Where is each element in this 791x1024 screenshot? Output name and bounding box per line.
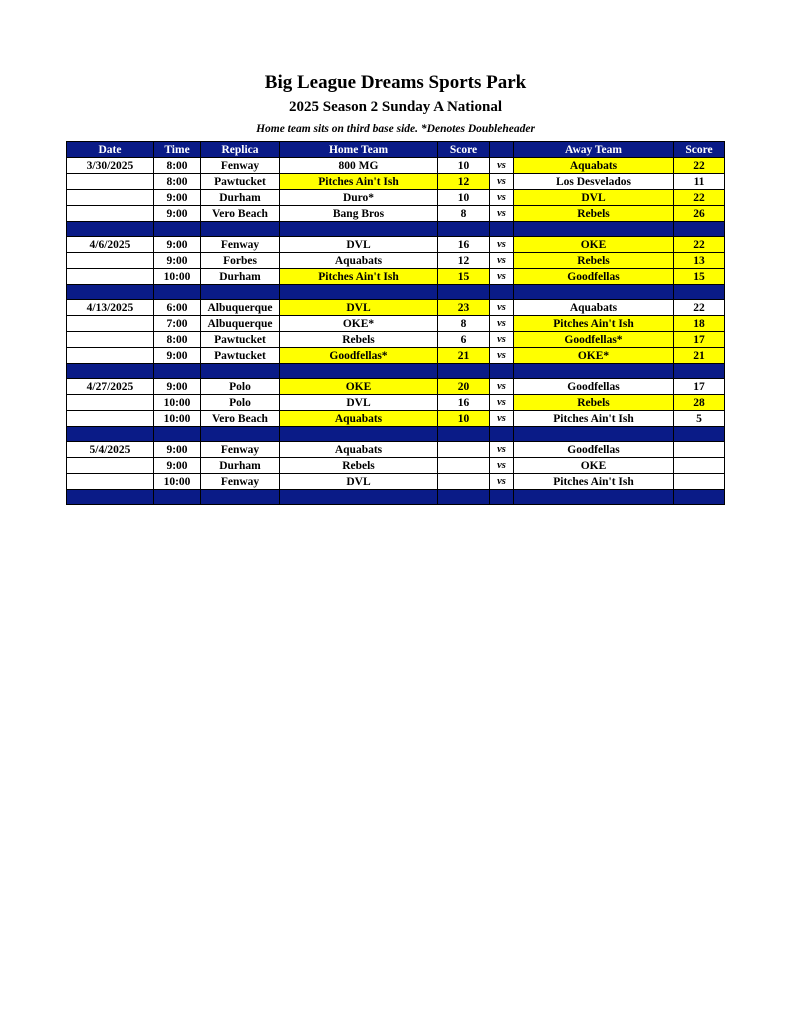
away-score-cell: 17 <box>674 379 725 395</box>
date-cell <box>67 411 154 427</box>
away-team-cell: Aquabats <box>514 300 674 316</box>
vs-cell: vs <box>490 158 514 174</box>
replica-cell: Albuquerque <box>201 300 280 316</box>
home-score-cell: 20 <box>438 379 490 395</box>
home-team-cell: OKE <box>280 379 438 395</box>
home-team-cell: OKE* <box>280 316 438 332</box>
time-cell: 10:00 <box>154 474 201 490</box>
week-separator <box>67 364 725 379</box>
separator-cell <box>154 222 201 237</box>
separator-cell <box>67 427 154 442</box>
schedule-note: Home team sits on third base side. *Denotes Doubleheader <box>256 123 535 135</box>
home-team-cell: DVL <box>280 395 438 411</box>
game-row <box>67 458 725 474</box>
home-score-cell: 12 <box>438 253 490 269</box>
time-cell: 7:00 <box>154 316 201 332</box>
game-row <box>67 348 725 364</box>
time-cell: 10:00 <box>154 269 201 285</box>
away-team-cell: Goodfellas <box>514 379 674 395</box>
home-team-cell: Aquabats <box>280 253 438 269</box>
away-team-cell: Los Desvelados <box>514 174 674 190</box>
separator-cell <box>674 364 725 379</box>
away-score-cell: 11 <box>674 174 725 190</box>
away-team-cell: OKE <box>514 237 674 253</box>
replica-cell: Albuquerque <box>201 316 280 332</box>
separator-cell <box>67 490 154 505</box>
separator-cell <box>280 222 438 237</box>
replica-cell: Durham <box>201 269 280 285</box>
vs-cell: vs <box>490 458 514 474</box>
separator-cell <box>438 222 490 237</box>
away-score-cell: 22 <box>674 190 725 206</box>
separator-cell <box>674 427 725 442</box>
game-row <box>67 474 725 490</box>
away-score-cell: 17 <box>674 332 725 348</box>
week-separator <box>67 490 725 505</box>
separator-cell <box>514 427 674 442</box>
separator-cell <box>514 364 674 379</box>
replica-cell: Polo <box>201 395 280 411</box>
replica-cell: Pawtucket <box>201 348 280 364</box>
time-cell: 9:00 <box>154 379 201 395</box>
home-team-cell: 800 MG <box>280 158 438 174</box>
time-cell: 9:00 <box>154 190 201 206</box>
date-cell <box>67 316 154 332</box>
week-separator <box>67 285 725 300</box>
date-cell: 3/30/2025 <box>67 158 154 174</box>
game-row <box>67 332 725 348</box>
replica-cell: Fenway <box>201 158 280 174</box>
home-score-cell: 10 <box>438 190 490 206</box>
home-score-cell: 10 <box>438 158 490 174</box>
game-row <box>67 158 725 174</box>
header-row <box>67 142 725 158</box>
away-team-cell: Goodfellas <box>514 442 674 458</box>
home-team-cell: Bang Bros <box>280 206 438 222</box>
home-team-cell: Aquabats <box>280 411 438 427</box>
away-team-cell: Rebels <box>514 395 674 411</box>
separator-cell <box>280 364 438 379</box>
away-team-cell: Pitches Ain't Ish <box>514 411 674 427</box>
vs-cell: vs <box>490 442 514 458</box>
home-score-cell: 10 <box>438 411 490 427</box>
separator-cell <box>201 490 280 505</box>
away-team-cell: Rebels <box>514 253 674 269</box>
vs-cell: vs <box>490 474 514 490</box>
game-row <box>67 395 725 411</box>
date-cell <box>67 206 154 222</box>
page-subtitle: 2025 Season 2 Sunday A National <box>289 99 502 115</box>
replica-cell: Polo <box>201 379 280 395</box>
home-score-cell <box>438 442 490 458</box>
home-team-cell: Pitches Ain't Ish <box>280 174 438 190</box>
game-row <box>67 442 725 458</box>
home-score-cell: 6 <box>438 332 490 348</box>
separator-cell <box>280 285 438 300</box>
date-cell: 4/6/2025 <box>67 237 154 253</box>
away-team-cell: Pitches Ain't Ish <box>514 474 674 490</box>
time-cell: 9:00 <box>154 458 201 474</box>
home-score-cell: 21 <box>438 348 490 364</box>
home-team-cell: DVL <box>280 300 438 316</box>
date-cell <box>67 458 154 474</box>
replica-cell: Pawtucket <box>201 332 280 348</box>
home-team-cell: Duro* <box>280 190 438 206</box>
separator-cell <box>154 364 201 379</box>
time-cell: 9:00 <box>154 237 201 253</box>
vs-cell: vs <box>490 316 514 332</box>
separator-cell <box>490 427 514 442</box>
separator-cell <box>490 222 514 237</box>
week-separator <box>67 427 725 442</box>
time-cell: 8:00 <box>154 174 201 190</box>
vs-cell: vs <box>490 300 514 316</box>
home-team-cell: Rebels <box>280 458 438 474</box>
separator-cell <box>280 490 438 505</box>
home-score-cell: 12 <box>438 174 490 190</box>
home-team-cell: Aquabats <box>280 442 438 458</box>
game-row <box>67 379 725 395</box>
away-score-cell: 5 <box>674 411 725 427</box>
separator-cell <box>490 364 514 379</box>
vs-cell: vs <box>490 348 514 364</box>
away-team-cell: Aquabats <box>514 158 674 174</box>
away-score-cell: 22 <box>674 300 725 316</box>
game-row <box>67 411 725 427</box>
separator-cell <box>201 427 280 442</box>
vs-cell: vs <box>490 237 514 253</box>
vs-cell: vs <box>490 269 514 285</box>
away-team-cell: Goodfellas* <box>514 332 674 348</box>
home-score-cell: 16 <box>438 237 490 253</box>
home-team-cell: Rebels <box>280 332 438 348</box>
away-team-cell: OKE* <box>514 348 674 364</box>
vs-cell: vs <box>490 190 514 206</box>
col-away-team-header: Away Team <box>514 142 674 158</box>
away-score-cell: 22 <box>674 158 725 174</box>
time-cell: 6:00 <box>154 300 201 316</box>
game-row <box>67 206 725 222</box>
date-cell <box>67 174 154 190</box>
separator-cell <box>438 490 490 505</box>
separator-cell <box>674 490 725 505</box>
date-cell: 4/13/2025 <box>67 300 154 316</box>
time-cell: 9:00 <box>154 253 201 269</box>
separator-cell <box>514 490 674 505</box>
schedule-table <box>66 141 725 505</box>
vs-cell: vs <box>490 411 514 427</box>
time-cell: 9:00 <box>154 442 201 458</box>
separator-cell <box>154 285 201 300</box>
replica-cell: Pawtucket <box>201 174 280 190</box>
time-cell: 10:00 <box>154 395 201 411</box>
time-cell: 10:00 <box>154 411 201 427</box>
vs-cell: vs <box>490 332 514 348</box>
game-row <box>67 253 725 269</box>
replica-cell: Durham <box>201 190 280 206</box>
home-score-cell: 16 <box>438 395 490 411</box>
separator-cell <box>201 364 280 379</box>
away-score-cell: 28 <box>674 395 725 411</box>
page-title: Big League Dreams Sports Park <box>264 72 527 93</box>
col-time-header: Time <box>154 142 201 158</box>
home-team-cell: DVL <box>280 237 438 253</box>
separator-cell <box>514 222 674 237</box>
away-team-cell: Pitches Ain't Ish <box>514 316 674 332</box>
vs-cell: vs <box>490 253 514 269</box>
col-vs-header <box>490 142 514 158</box>
separator-cell <box>280 427 438 442</box>
home-team-cell: DVL <box>280 474 438 490</box>
replica-cell: Durham <box>201 458 280 474</box>
separator-cell <box>154 427 201 442</box>
time-cell: 8:00 <box>154 158 201 174</box>
game-row <box>67 316 725 332</box>
date-cell: 5/4/2025 <box>67 442 154 458</box>
away-score-cell: 26 <box>674 206 725 222</box>
home-score-cell: 8 <box>438 316 490 332</box>
away-score-cell <box>674 442 725 458</box>
col-replica-header: Replica <box>201 142 280 158</box>
game-row <box>67 190 725 206</box>
week-separator <box>67 222 725 237</box>
replica-cell: Fenway <box>201 237 280 253</box>
date-cell <box>67 348 154 364</box>
date-cell <box>67 332 154 348</box>
game-row <box>67 300 725 316</box>
vs-cell: vs <box>490 379 514 395</box>
date-cell <box>67 190 154 206</box>
vs-cell: vs <box>490 395 514 411</box>
away-score-cell: 22 <box>674 237 725 253</box>
away-score-cell <box>674 474 725 490</box>
game-row <box>67 269 725 285</box>
home-score-cell: 15 <box>438 269 490 285</box>
vs-cell: vs <box>490 174 514 190</box>
col-away-score-header: Score <box>674 142 725 158</box>
game-row <box>67 237 725 253</box>
replica-cell: Fenway <box>201 474 280 490</box>
date-cell <box>67 269 154 285</box>
date-cell <box>67 395 154 411</box>
away-score-cell <box>674 458 725 474</box>
separator-cell <box>67 285 154 300</box>
col-home-team-header: Home Team <box>280 142 438 158</box>
separator-cell <box>154 490 201 505</box>
col-date-header: Date <box>67 142 154 158</box>
separator-cell <box>201 222 280 237</box>
separator-cell <box>514 285 674 300</box>
date-cell <box>67 474 154 490</box>
home-score-cell <box>438 474 490 490</box>
time-cell: 9:00 <box>154 206 201 222</box>
away-score-cell: 13 <box>674 253 725 269</box>
separator-cell <box>490 285 514 300</box>
vs-cell: vs <box>490 206 514 222</box>
replica-cell: Fenway <box>201 442 280 458</box>
date-cell: 4/27/2025 <box>67 379 154 395</box>
separator-cell <box>490 490 514 505</box>
separator-cell <box>674 285 725 300</box>
separator-cell <box>67 222 154 237</box>
away-score-cell: 21 <box>674 348 725 364</box>
separator-cell <box>438 285 490 300</box>
col-home-score-header: Score <box>438 142 490 158</box>
away-team-cell: Rebels <box>514 206 674 222</box>
home-score-cell <box>438 458 490 474</box>
separator-cell <box>201 285 280 300</box>
away-team-cell: Goodfellas <box>514 269 674 285</box>
away-team-cell: OKE <box>514 458 674 474</box>
game-row <box>67 174 725 190</box>
separator-cell <box>674 222 725 237</box>
replica-cell: Forbes <box>201 253 280 269</box>
separator-cell <box>438 427 490 442</box>
separator-cell <box>67 364 154 379</box>
date-cell <box>67 253 154 269</box>
separator-cell <box>438 364 490 379</box>
time-cell: 8:00 <box>154 332 201 348</box>
replica-cell: Vero Beach <box>201 206 280 222</box>
home-score-cell: 23 <box>438 300 490 316</box>
away-team-cell: DVL <box>514 190 674 206</box>
time-cell: 9:00 <box>154 348 201 364</box>
home-score-cell: 8 <box>438 206 490 222</box>
home-team-cell: Goodfellas* <box>280 348 438 364</box>
away-score-cell: 15 <box>674 269 725 285</box>
replica-cell: Vero Beach <box>201 411 280 427</box>
away-score-cell: 18 <box>674 316 725 332</box>
home-team-cell: Pitches Ain't Ish <box>280 269 438 285</box>
